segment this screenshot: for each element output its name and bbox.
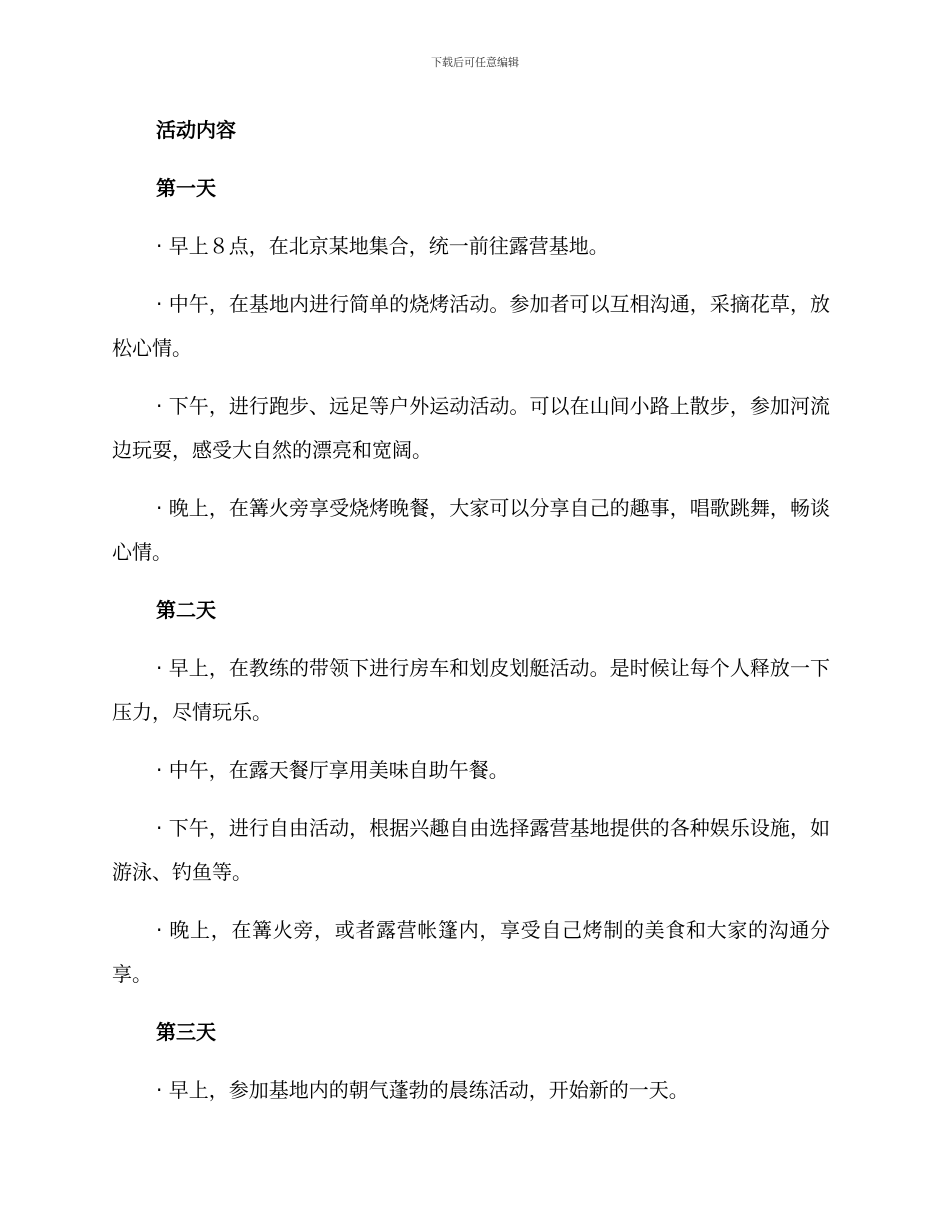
schedule-item: · 下午，进行跑步、远足等户外运动活动。可以在山间小路上散步，参加河流边玩耍，感受大自然的漂亮和宽阔。: [112, 394, 830, 462]
day-heading: 第三天: [156, 1020, 216, 1044]
day-heading: 第一天: [156, 176, 216, 200]
section-title: 活动内容: [156, 118, 236, 142]
schedule-item: · 晚上，在篝火旁享受烧烤晚餐，大家可以分享自己的趣事，唱歌跳舞，畅谈心情。: [112, 496, 830, 564]
schedule-item: · 下午，进行自由活动，根据兴趣自由选择露营基地提供的各种娱乐设施，如游泳、钓鱼等。: [112, 816, 830, 884]
schedule-item: · 中午，在基地内进行简单的烧烤活动。参加者可以互相沟通，采摘花草，放松心情。: [112, 292, 830, 360]
day-heading: 第二天: [156, 598, 216, 622]
schedule-item: · 早上８点，在北京某地集合，统一前往露营基地。: [156, 234, 609, 258]
schedule-item: · 晚上，在篝火旁，或者露营帐篷内，享受自己烤制的美食和大家的沟通分享。: [112, 918, 830, 986]
schedule-item: · 中午，在露天餐厅享用美味自助午餐。: [156, 758, 509, 782]
document-body: [112, 108, 830, 1126]
schedule-item: · 早上，参加基地内的朝气蓬勃的晨练活动，开始新的一天。: [156, 1078, 689, 1102]
schedule-item: · 早上，在教练的带领下进行房车和划皮划艇活动。是时候让每个人释放一下压力，尽情玩乐。: [112, 656, 830, 724]
header-note: 下载后可任意编辑: [431, 56, 519, 69]
